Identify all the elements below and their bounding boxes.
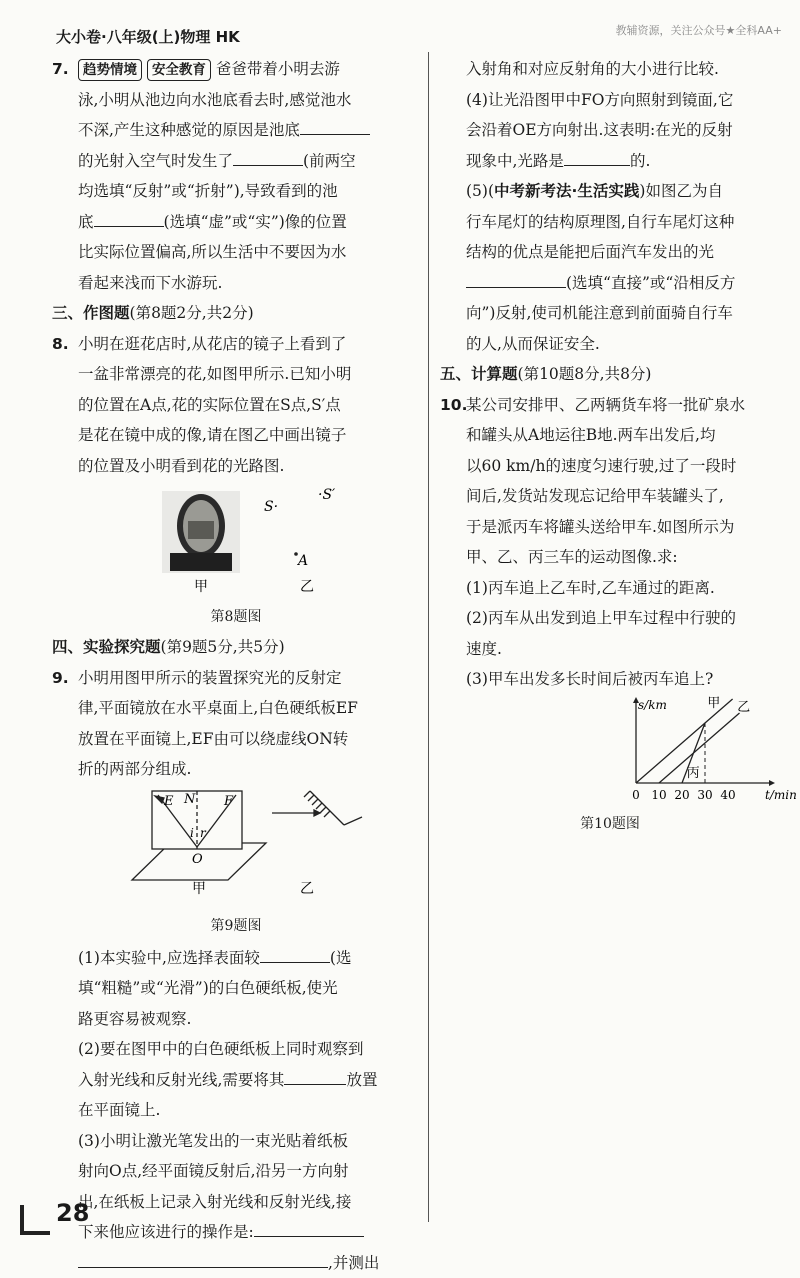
right-column — [440, 54, 790, 835]
point-a-label: A — [296, 553, 308, 569]
x-tick-label: 30 — [697, 788, 712, 802]
answer-blank[interactable] — [284, 1068, 346, 1085]
page-corner-mark — [20, 1205, 50, 1235]
answer-blank[interactable] — [564, 149, 630, 166]
series-label-丙: 丙 — [687, 766, 700, 781]
label-n: N — [183, 792, 196, 807]
section-5-heading: 五、计算题(第10题8分,共8分) — [440, 359, 790, 390]
figure-9-caption: 第9题图 — [52, 915, 420, 937]
series-label-甲: 甲 — [707, 696, 720, 711]
label-f: F — [223, 794, 234, 809]
figure-10-caption: 第10题图 — [430, 813, 790, 835]
fig9-label-yi: 乙 — [300, 881, 314, 897]
y-axis-label: s/km — [638, 698, 667, 712]
header-watermark: 教辅资源，关注公众号★全科AA+ — [616, 22, 782, 38]
section-4-heading: 四、实验探究题(第9题5分,共5分) — [52, 632, 420, 663]
figure-10-chart — [440, 695, 790, 813]
label-i: i — [190, 826, 194, 840]
bike-reflector-diagram — [272, 791, 362, 825]
series-label-乙: 乙 — [737, 700, 750, 715]
x-axis-label: t/min — [765, 788, 797, 802]
question-9-parts: (1)本实验中,应选择表面较 (选 填“粗糙”或“光滑”)的白色硬纸板,使光 路更容易被观察. (2)要在图甲中的白色硬纸板上同时观察到 入射光线和反射光线,需要将其 放置 在平面镜上. (3)小明让激光笔发出的一束光贴着纸板 射向O点,经平面镜反射后,沿另一方向射 出,在纸板上记录入射光线和反射光线,接 下来他应该进行的操作是: ,并测出 — [52, 943, 420, 1278]
section-3-heading: 三、作图题(第8题2分,共2分) — [52, 298, 420, 329]
answer-blank[interactable] — [260, 946, 330, 963]
answer-blank[interactable] — [78, 1251, 328, 1268]
fig8-label-jia: 甲 — [194, 579, 208, 595]
left-column — [52, 54, 420, 1278]
answer-blank[interactable] — [94, 210, 164, 227]
answer-blank[interactable] — [233, 149, 303, 166]
figure-9 — [52, 785, 420, 915]
x-tick-label: 0 — [632, 788, 640, 802]
answer-blank[interactable] — [300, 118, 370, 135]
question-8: 8. 小明在逛花店时,从花店的镜子上看到了 一盆非常漂亮的花,如图甲所示.已知小明 的位置在A点,花的实际位置在S点,S′点 是花在镜中成的像,请在图乙中画出镜子 的位置及小明看到花的光路图. — [52, 329, 420, 482]
answer-blank[interactable] — [466, 271, 566, 288]
label-o: O — [192, 852, 203, 867]
tag-safety: 安全教育 — [147, 59, 211, 81]
tag-trend: 趋势情境 — [78, 59, 142, 81]
column-divider — [428, 52, 429, 1222]
label-e: E — [163, 794, 174, 809]
point-s-label: S· — [264, 499, 278, 515]
figure-8-caption: 第8题图 — [52, 606, 420, 628]
fig8-label-yi: 乙 — [300, 579, 314, 595]
label-r: r — [200, 826, 207, 840]
fig9-label-jia: 甲 — [192, 881, 206, 897]
x-tick-label: 20 — [674, 788, 689, 802]
answer-blank[interactable] — [254, 1220, 364, 1237]
question-7: 7. 趋势情境 安全教育 爸爸带着小明去游 泳,小明从池边向水池底看去时,感觉池水 不深,产生这种感觉的原因是池底 的光射入空气时发生了 (前两空 均选填“反射”或“折射”),导致看到的池 底 (选填“虚”或“实”)像的位置 比实际位置偏高,所以生活中不要因为水 看起来浅而下水游玩. — [52, 54, 420, 298]
x-axis-arrow — [769, 780, 775, 786]
x-tick-label: 40 — [720, 788, 735, 802]
question-10: 10.某公司安排甲、乙两辆货车将一批矿泉水 和罐头从A地运往B地.两车出发后,均 以60 km/h的速度匀速行驶,过了一段时 间后,发货站发现忘记给甲车装罐头了, 于是派丙车将罐头送给甲车.如图所示为 甲、乙、丙三车的运动图像.求: (1)丙车追上乙车时,乙车通过的距离. (2)丙车从出发到追上甲车过程中行驶的 速度. (3)甲车出发多长时间后被丙车追上? — [440, 390, 790, 695]
tag-new-exam: 中考新考法·生活实践 — [494, 182, 639, 200]
point-s-prime-label: ·S′ — [318, 487, 336, 503]
question-9-continued: 入射角和对应反射角的大小进行比较. (4)让光沿图甲中FO方向照射到镜面,它 会沿着OE方向射出.这表明:在光的反射 现象中,光路是 的. (5)(中考新考法·生活实践)如图乙为自 行车尾灯的结构原理图,自行车尾灯这种 结构的优点是能把后面汽车发出的光 (选填“直接”或“沿相反方 向”)反射,使司机能注意到前面骑自行车 的人,从而保证安全. — [440, 54, 790, 359]
question-9: 9. 小明用图甲所示的装置探究光的反射定 律,平面镜放在水平桌面上,白色硬纸板EF 放置在平面镜上,EF由可以绕虚线ON转 折的两部分组成. — [52, 663, 420, 785]
x-tick-label: 10 — [651, 788, 666, 802]
figure-8 — [52, 481, 420, 606]
mirror-photo — [162, 491, 240, 573]
page-number: 28 — [56, 1199, 89, 1227]
header-title: 大小卷·八年级(上)物理 HK — [56, 26, 240, 47]
